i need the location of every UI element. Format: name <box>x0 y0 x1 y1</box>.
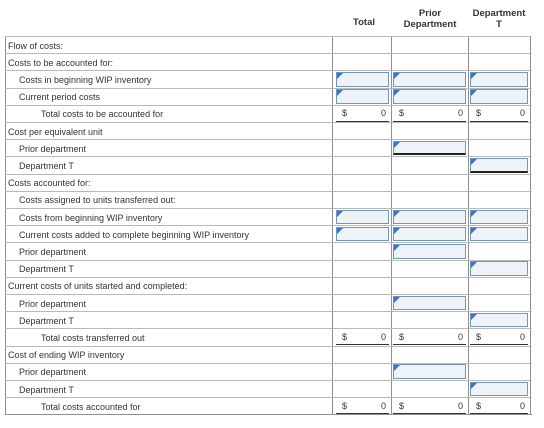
total-cell-dept <box>470 398 528 414</box>
row-label: Cost per equivalent unit <box>8 126 103 137</box>
input-prior-row-19[interactable] <box>393 364 466 379</box>
row-label: Department T <box>19 315 74 326</box>
table-bottom-border <box>5 414 532 415</box>
total-value: 0 <box>519 108 525 119</box>
input-prior-row-12[interactable] <box>393 244 466 259</box>
row-label: Costs from beginning WIP inventory <box>19 212 163 223</box>
currency-symbol: $ <box>476 108 482 119</box>
input-prior-row-3[interactable] <box>393 89 466 104</box>
total-cell-dept <box>470 106 528 122</box>
total-cell-total <box>336 106 389 122</box>
input-total-row-10[interactable] <box>336 210 389 225</box>
currency-symbol: $ <box>342 108 348 119</box>
currency-symbol: $ <box>476 331 482 342</box>
input-total-row-2[interactable] <box>336 72 389 87</box>
total-cell-total <box>336 398 389 414</box>
table-row <box>5 277 532 295</box>
total-cell-prior <box>393 398 466 414</box>
table-row <box>5 53 532 71</box>
currency-symbol: $ <box>399 331 405 342</box>
column-header-department-t <box>470 8 528 30</box>
row-label: Department T <box>19 160 74 171</box>
total-value: 0 <box>457 331 463 342</box>
total-cell-prior <box>393 329 466 345</box>
input-dept-row-13[interactable] <box>470 261 528 276</box>
row-label: Cost of ending WIP inventory <box>8 350 125 361</box>
table-row <box>5 191 532 209</box>
currency-symbol: $ <box>399 108 405 119</box>
total-cell-dept <box>470 329 528 345</box>
column-header-prior-line1: Prior <box>418 8 442 19</box>
row-label: Prior department <box>19 367 87 378</box>
row-label: Costs accounted for: <box>8 178 91 189</box>
currency-symbol: $ <box>342 400 348 411</box>
input-total-row-11[interactable] <box>336 227 389 242</box>
row-label: Total costs to be accounted for <box>41 109 164 120</box>
table-row <box>5 36 532 54</box>
total-value: 0 <box>380 331 386 342</box>
total-value: 0 <box>519 331 525 342</box>
column-header-prior-department <box>394 8 466 30</box>
table-row <box>5 122 532 140</box>
row-label: Costs assigned to units transferred out: <box>19 195 176 206</box>
total-cell-prior <box>393 106 466 122</box>
row-label: Department T <box>19 384 74 395</box>
row-label: Current costs of units started and completed: <box>8 281 188 292</box>
input-dept-row-7[interactable] <box>470 158 528 173</box>
row-label: Costs in beginning WIP inventory <box>19 74 152 85</box>
row-label: Prior department <box>19 298 87 309</box>
table-row <box>5 260 532 278</box>
table-row <box>5 311 532 329</box>
row-label: Costs to be accounted for: <box>8 57 114 68</box>
row-label: Current period costs <box>19 92 101 103</box>
total-value: 0 <box>457 108 463 119</box>
total-value: 0 <box>380 108 386 119</box>
row-label: Total costs accounted for <box>41 401 141 412</box>
column-header-dept-line1: Department <box>472 8 526 19</box>
table-row <box>5 156 532 174</box>
row-label: Current costs added to complete beginning WIP inventory <box>19 229 249 240</box>
input-dept-row-10[interactable] <box>470 210 528 225</box>
column-header-prior-line2: Department <box>403 19 457 30</box>
input-total-row-3[interactable] <box>336 89 389 104</box>
row-label: Total costs transferred out <box>41 332 145 343</box>
total-value: 0 <box>380 400 386 411</box>
column-header-total: Total <box>353 17 375 28</box>
total-value: 0 <box>457 400 463 411</box>
row-label: Department T <box>19 264 74 275</box>
table-row <box>5 346 532 364</box>
currency-symbol: $ <box>399 400 405 411</box>
total-cell-total <box>336 329 389 345</box>
input-dept-row-16[interactable] <box>470 313 528 328</box>
total-value: 0 <box>519 400 525 411</box>
currency-symbol: $ <box>342 331 348 342</box>
row-label: Prior department <box>19 246 87 257</box>
currency-symbol: $ <box>476 400 482 411</box>
table-row <box>5 174 532 192</box>
input-prior-row-11[interactable] <box>393 227 466 242</box>
row-label: Flow of costs: <box>8 40 64 51</box>
column-header-dept-line2: T <box>496 19 502 30</box>
input-prior-row-10[interactable] <box>393 210 466 225</box>
input-dept-row-11[interactable] <box>470 227 528 242</box>
row-label: Prior department <box>19 143 87 154</box>
input-dept-row-20[interactable] <box>470 382 528 397</box>
input-dept-row-3[interactable] <box>470 89 528 104</box>
table-row <box>5 380 532 398</box>
input-prior-row-2[interactable] <box>393 72 466 87</box>
input-prior-row-15[interactable] <box>393 296 466 311</box>
input-dept-row-2[interactable] <box>470 72 528 87</box>
cost-flow-table <box>5 36 532 414</box>
input-prior-row-6[interactable] <box>393 141 466 156</box>
